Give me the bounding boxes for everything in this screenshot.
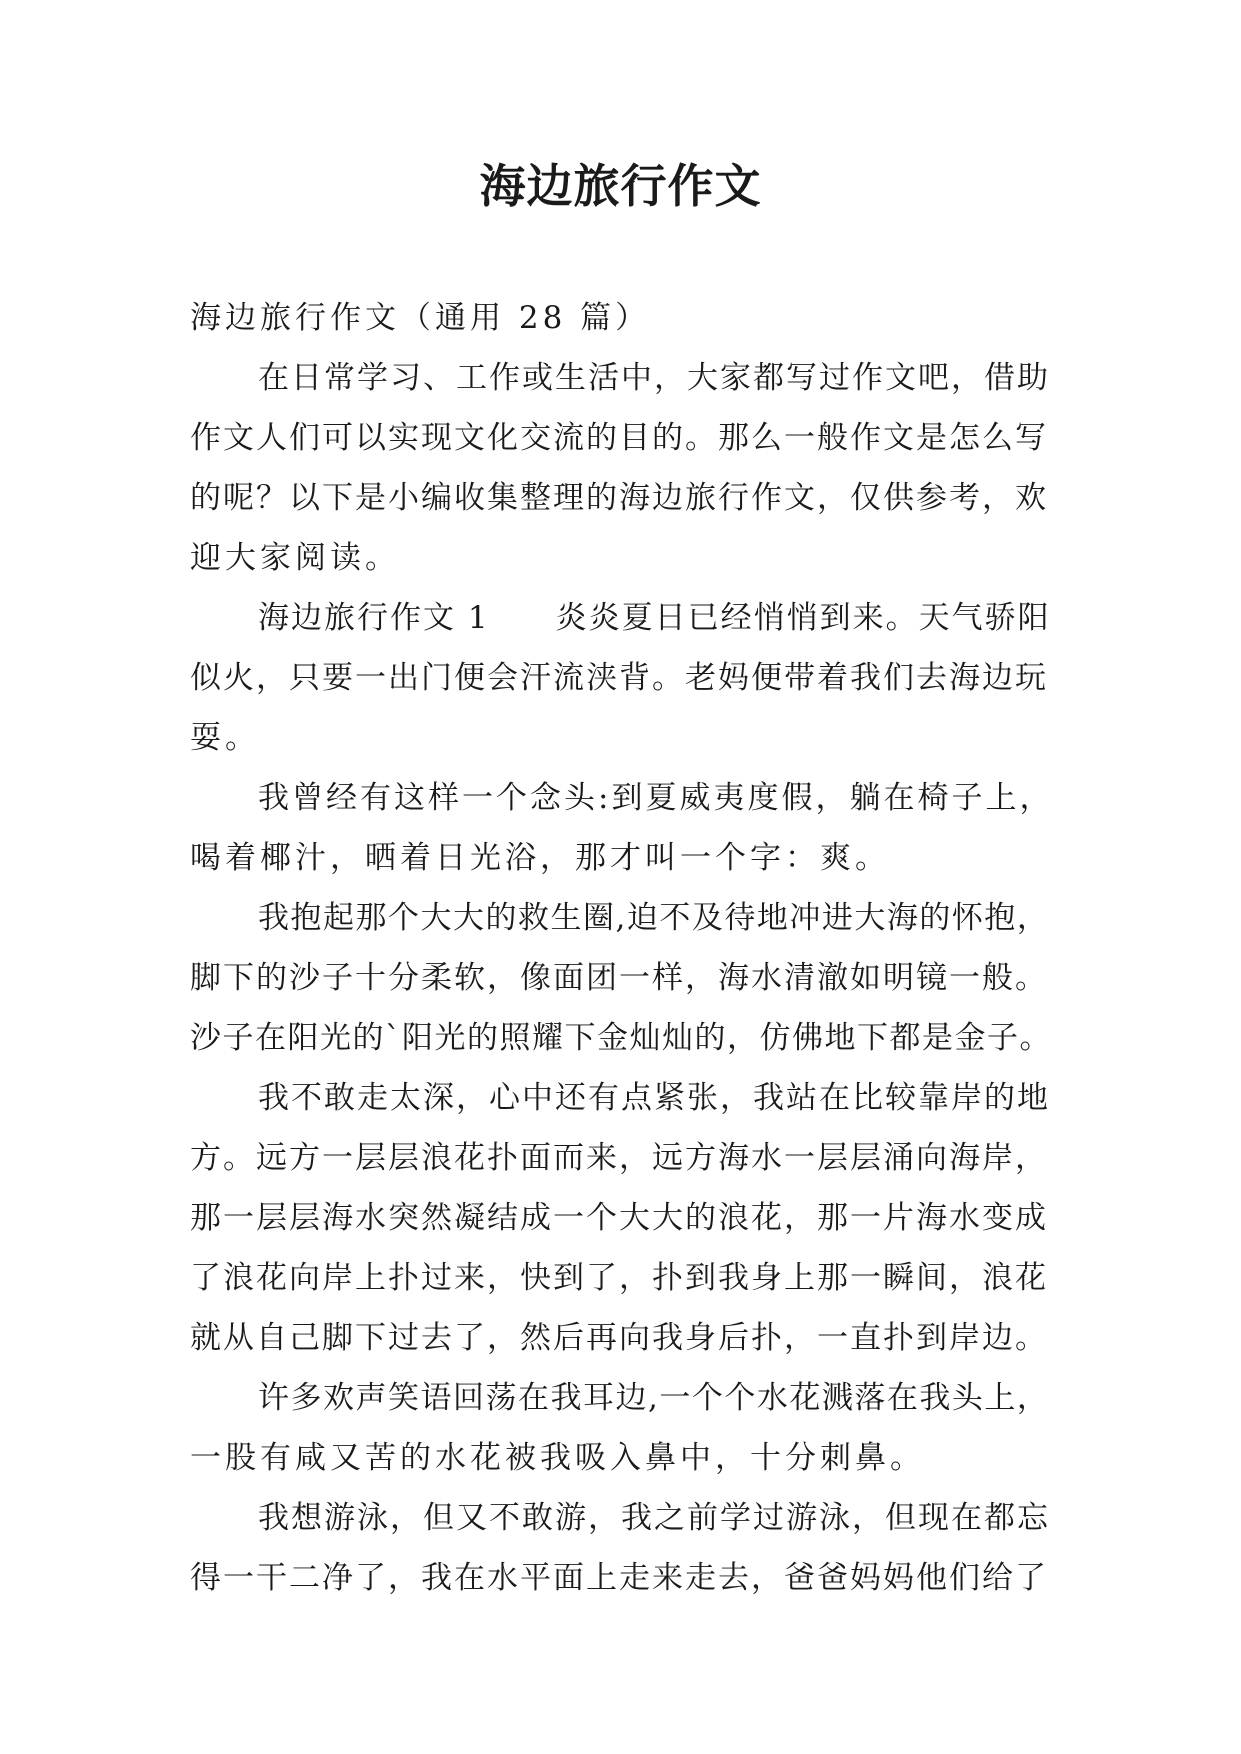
document-body bbox=[190, 288, 1060, 1608]
body-line: 了浪花向岸上扑过来，快到了，扑到我身上那一瞬间，浪花 bbox=[190, 1260, 1048, 1296]
body-line: 迎大家阅读。 bbox=[190, 540, 400, 576]
body-line: 我曾经有这样一个念头:到夏威夷度假，躺在椅子上， bbox=[258, 780, 1054, 816]
body-line: 就从自己脚下过去了，然后再向我身后扑，一直扑到岸边。 bbox=[190, 1320, 1048, 1356]
body-line: 似火，只要一出门便会汗流浃背。老妈便带着我们去海边玩 bbox=[190, 660, 1048, 696]
body-line: 喝着椰汁，晒着日光浴，那才叫一个字：爽。 bbox=[190, 840, 890, 876]
document-title: 海边旅行作文 bbox=[479, 159, 762, 213]
body-line: 许多欢声笑语回荡在我耳边,一个个水花溅落在我头上， bbox=[258, 1380, 1050, 1416]
body-line: 方。远方一层层浪花扑面而来，远方海水一层层涌向海岸， bbox=[190, 1140, 1048, 1176]
body-line: 海边旅行作文 1 炎炎夏日已经悄悄到来。天气骄阳 bbox=[258, 600, 1051, 636]
body-line: 耍。 bbox=[190, 720, 260, 756]
body-line: 脚下的沙子十分柔软，像面团一样，海水清澈如明镜一般。 bbox=[190, 960, 1048, 996]
body-line: 在日常学习、工作或生活中，大家都写过作文吧，借助 bbox=[258, 360, 1050, 396]
body-line: 那一层层海水突然凝结成一个大大的浪花，那一片海水变成 bbox=[190, 1200, 1048, 1236]
body-line: 沙子在阳光的`阳光的照耀下金灿灿的，仿佛地下都是金子。 bbox=[190, 1020, 1052, 1056]
body-line: 我抱起那个大大的救生圈,迫不及待地冲进大海的怀抱， bbox=[258, 900, 1050, 936]
body-line: 我想游泳，但又不敢游，我之前学过游泳，但现在都忘 bbox=[258, 1500, 1050, 1536]
body-line: 一股有咸又苦的水花被我吸入鼻中，十分刺鼻。 bbox=[190, 1440, 925, 1476]
body-line: 海边旅行作文（通用 28 篇） bbox=[190, 300, 651, 336]
body-line: 我不敢走太深，心中还有点紧张，我站在比较靠岸的地 bbox=[258, 1080, 1050, 1116]
body-line: 得一干二净了，我在水平面上走来走去，爸爸妈妈他们给了 bbox=[190, 1560, 1048, 1596]
body-line: 的呢？以下是小编收集整理的海边旅行作文，仅供参考，欢 bbox=[190, 480, 1048, 516]
body-line: 作文人们可以实现文化交流的目的。那么一般作文是怎么写 bbox=[190, 420, 1048, 456]
